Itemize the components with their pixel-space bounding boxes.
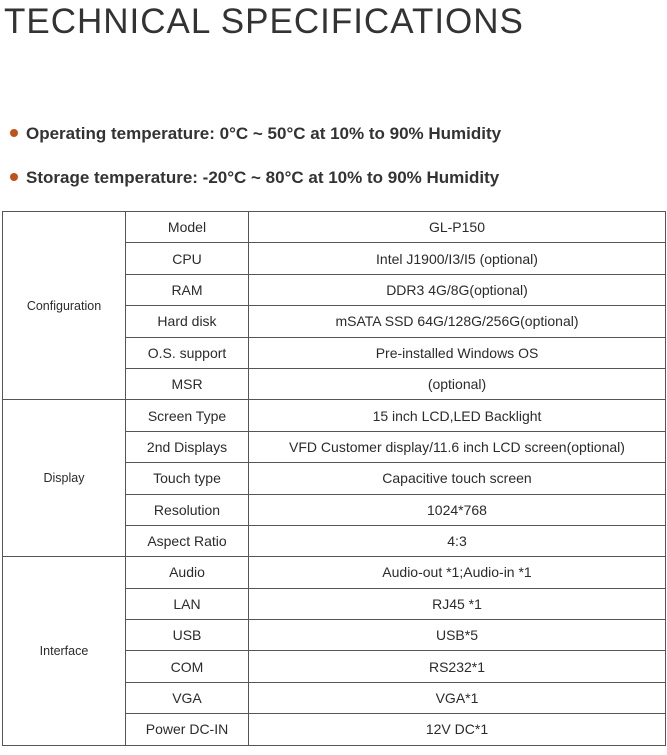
table-row	[3, 400, 666, 431]
spec-value: DDR3 4G/8G(optional)	[249, 274, 666, 305]
spec-value: (optional)	[249, 368, 666, 399]
spec-value: RS232*1	[249, 651, 666, 682]
spec-value: RJ45 *1	[249, 588, 666, 619]
specifications-table	[2, 211, 666, 746]
spec-value: VGA*1	[249, 682, 666, 713]
page-title: TECHNICAL SPECIFICATIONS	[4, 2, 524, 41]
group-label-display: Display	[3, 400, 126, 557]
spec-name: RAM	[126, 274, 249, 305]
spec-name: Hard disk	[126, 306, 249, 337]
group-label-interface: Interface	[3, 557, 126, 745]
storage-temperature-note	[10, 168, 499, 188]
spec-value: 1024*768	[249, 494, 666, 525]
storage-temperature-text: Storage temperature: -20°C ~ 80°C at 10% to 90% Humidity	[26, 168, 500, 187]
spec-value: 15 inch LCD,LED Backlight	[249, 400, 666, 431]
spec-value: 12V DC*1	[249, 714, 666, 745]
bullet-dot-icon	[10, 173, 18, 181]
bullet-dot-icon	[10, 129, 18, 137]
spec-name: LAN	[126, 588, 249, 619]
spec-value: USB*5	[249, 620, 666, 651]
spec-value: Capacitive touch screen	[249, 463, 666, 494]
table-row	[3, 557, 666, 588]
spec-name: CPU	[126, 243, 249, 274]
spec-name: 2nd Displays	[126, 431, 249, 462]
spec-value: Pre-installed Windows OS	[249, 337, 666, 368]
spec-name: Resolution	[126, 494, 249, 525]
spec-name: Aspect Ratio	[126, 525, 249, 556]
table-row	[3, 212, 666, 243]
spec-name: Model	[126, 212, 249, 243]
spec-name: O.S. support	[126, 337, 249, 368]
operating-temperature-text: Operating temperature: 0°C ~ 50°C at 10% to 90% Humidity	[26, 124, 502, 143]
spec-name: VGA	[126, 682, 249, 713]
spec-value: VFD Customer display/11.6 inch LCD screen(optional)	[249, 431, 666, 462]
spec-name: COM	[126, 651, 249, 682]
group-label-configuration: Configuration	[3, 212, 126, 400]
spec-name: Screen Type	[126, 400, 249, 431]
spec-value: mSATA SSD 64G/128G/256G(optional)	[249, 306, 666, 337]
spec-name: MSR	[126, 368, 249, 399]
spec-name: Audio	[126, 557, 249, 588]
spec-value: GL-P150	[249, 212, 666, 243]
operating-temperature-note	[10, 124, 501, 144]
spec-name: Power DC-IN	[126, 714, 249, 745]
spec-name: USB	[126, 620, 249, 651]
spec-name: Touch type	[126, 463, 249, 494]
spec-value: Intel J1900/I3/I5 (optional)	[249, 243, 666, 274]
spec-value: 4:3	[249, 525, 666, 556]
spec-value: Audio-out *1;Audio-in *1	[249, 557, 666, 588]
